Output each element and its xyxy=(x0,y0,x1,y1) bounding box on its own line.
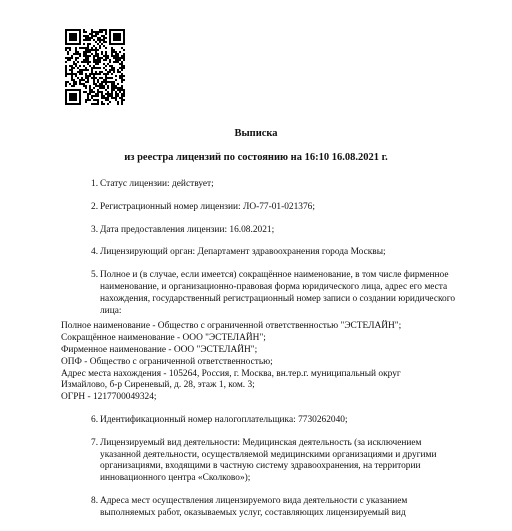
list-item: 5. Полное и (в случае, если имеется) сокращённое наименование, в том числе фирменное наименование, и организационно-правовая форма юридического лица, адрес его места нахождения, государственный регистрационный номер записи о создании юридического лица: xyxy=(91,270,456,316)
list-item: 6. Идентификационный номер налогоплательщика: 7730262040; xyxy=(91,414,348,425)
list-item: 1. Статус лицензии: действует; xyxy=(91,179,214,189)
list-item: 2. Регистрационный номер лицензии: ЛО-77-01-021376; xyxy=(91,201,315,212)
qr-code-graphic xyxy=(63,27,127,107)
list-item: 8. Адреса мест осуществления лицензируемого вида деятельности с указанием выполняемых работ, оказываемых услуг, составляющих лицензируемый вид xyxy=(91,495,408,518)
document-body xyxy=(61,179,461,531)
document-subtitle: из реестра лицензий по состоянию на 16:10 16.08.2021 г. xyxy=(124,152,388,163)
organization-details xyxy=(61,321,461,404)
list-item: 3. Дата предоставления лицензии: 16.08.2021; xyxy=(91,224,275,235)
org-address: Адрес места нахождения - 105264, Россия, г. Москва, вн.тер.г. муниципальный округ Измайлово, б-р Сиреневый, д. 28, этаж 1, ком. 3; xyxy=(61,368,401,391)
org-full-name: Полное наименование - Общество с ограниченной ответственностью "ЭСТЕЛАЙН"; xyxy=(61,321,402,332)
document-title: Выписка xyxy=(234,128,278,139)
org-short-name: Сокращённое наименование - ООО "ЭСТЕЛАЙН"; xyxy=(61,333,266,344)
list-item: 7. Лицензируемый вид деятельности: Медицинская деятельность (за исключением указанной деятельности, осуществляемой медицинскими организациями и другими организациями, входящими в частную систему здравоохранения, на территории инновационного центра «Сколково»); xyxy=(91,437,437,484)
org-ogrn: ОГРН - 1217700049324; xyxy=(61,392,157,403)
org-opf: ОПФ - Общество с ограниченной ответственностью; xyxy=(61,356,273,367)
org-brand-name: Фирменное наименование - ООО "ЭСТЕЛАЙН"; xyxy=(61,344,258,355)
list-item: 4. Лицензирующий орган: Департамент здравоохранения города Москвы; xyxy=(91,247,386,258)
qr-code-icon xyxy=(63,27,127,107)
